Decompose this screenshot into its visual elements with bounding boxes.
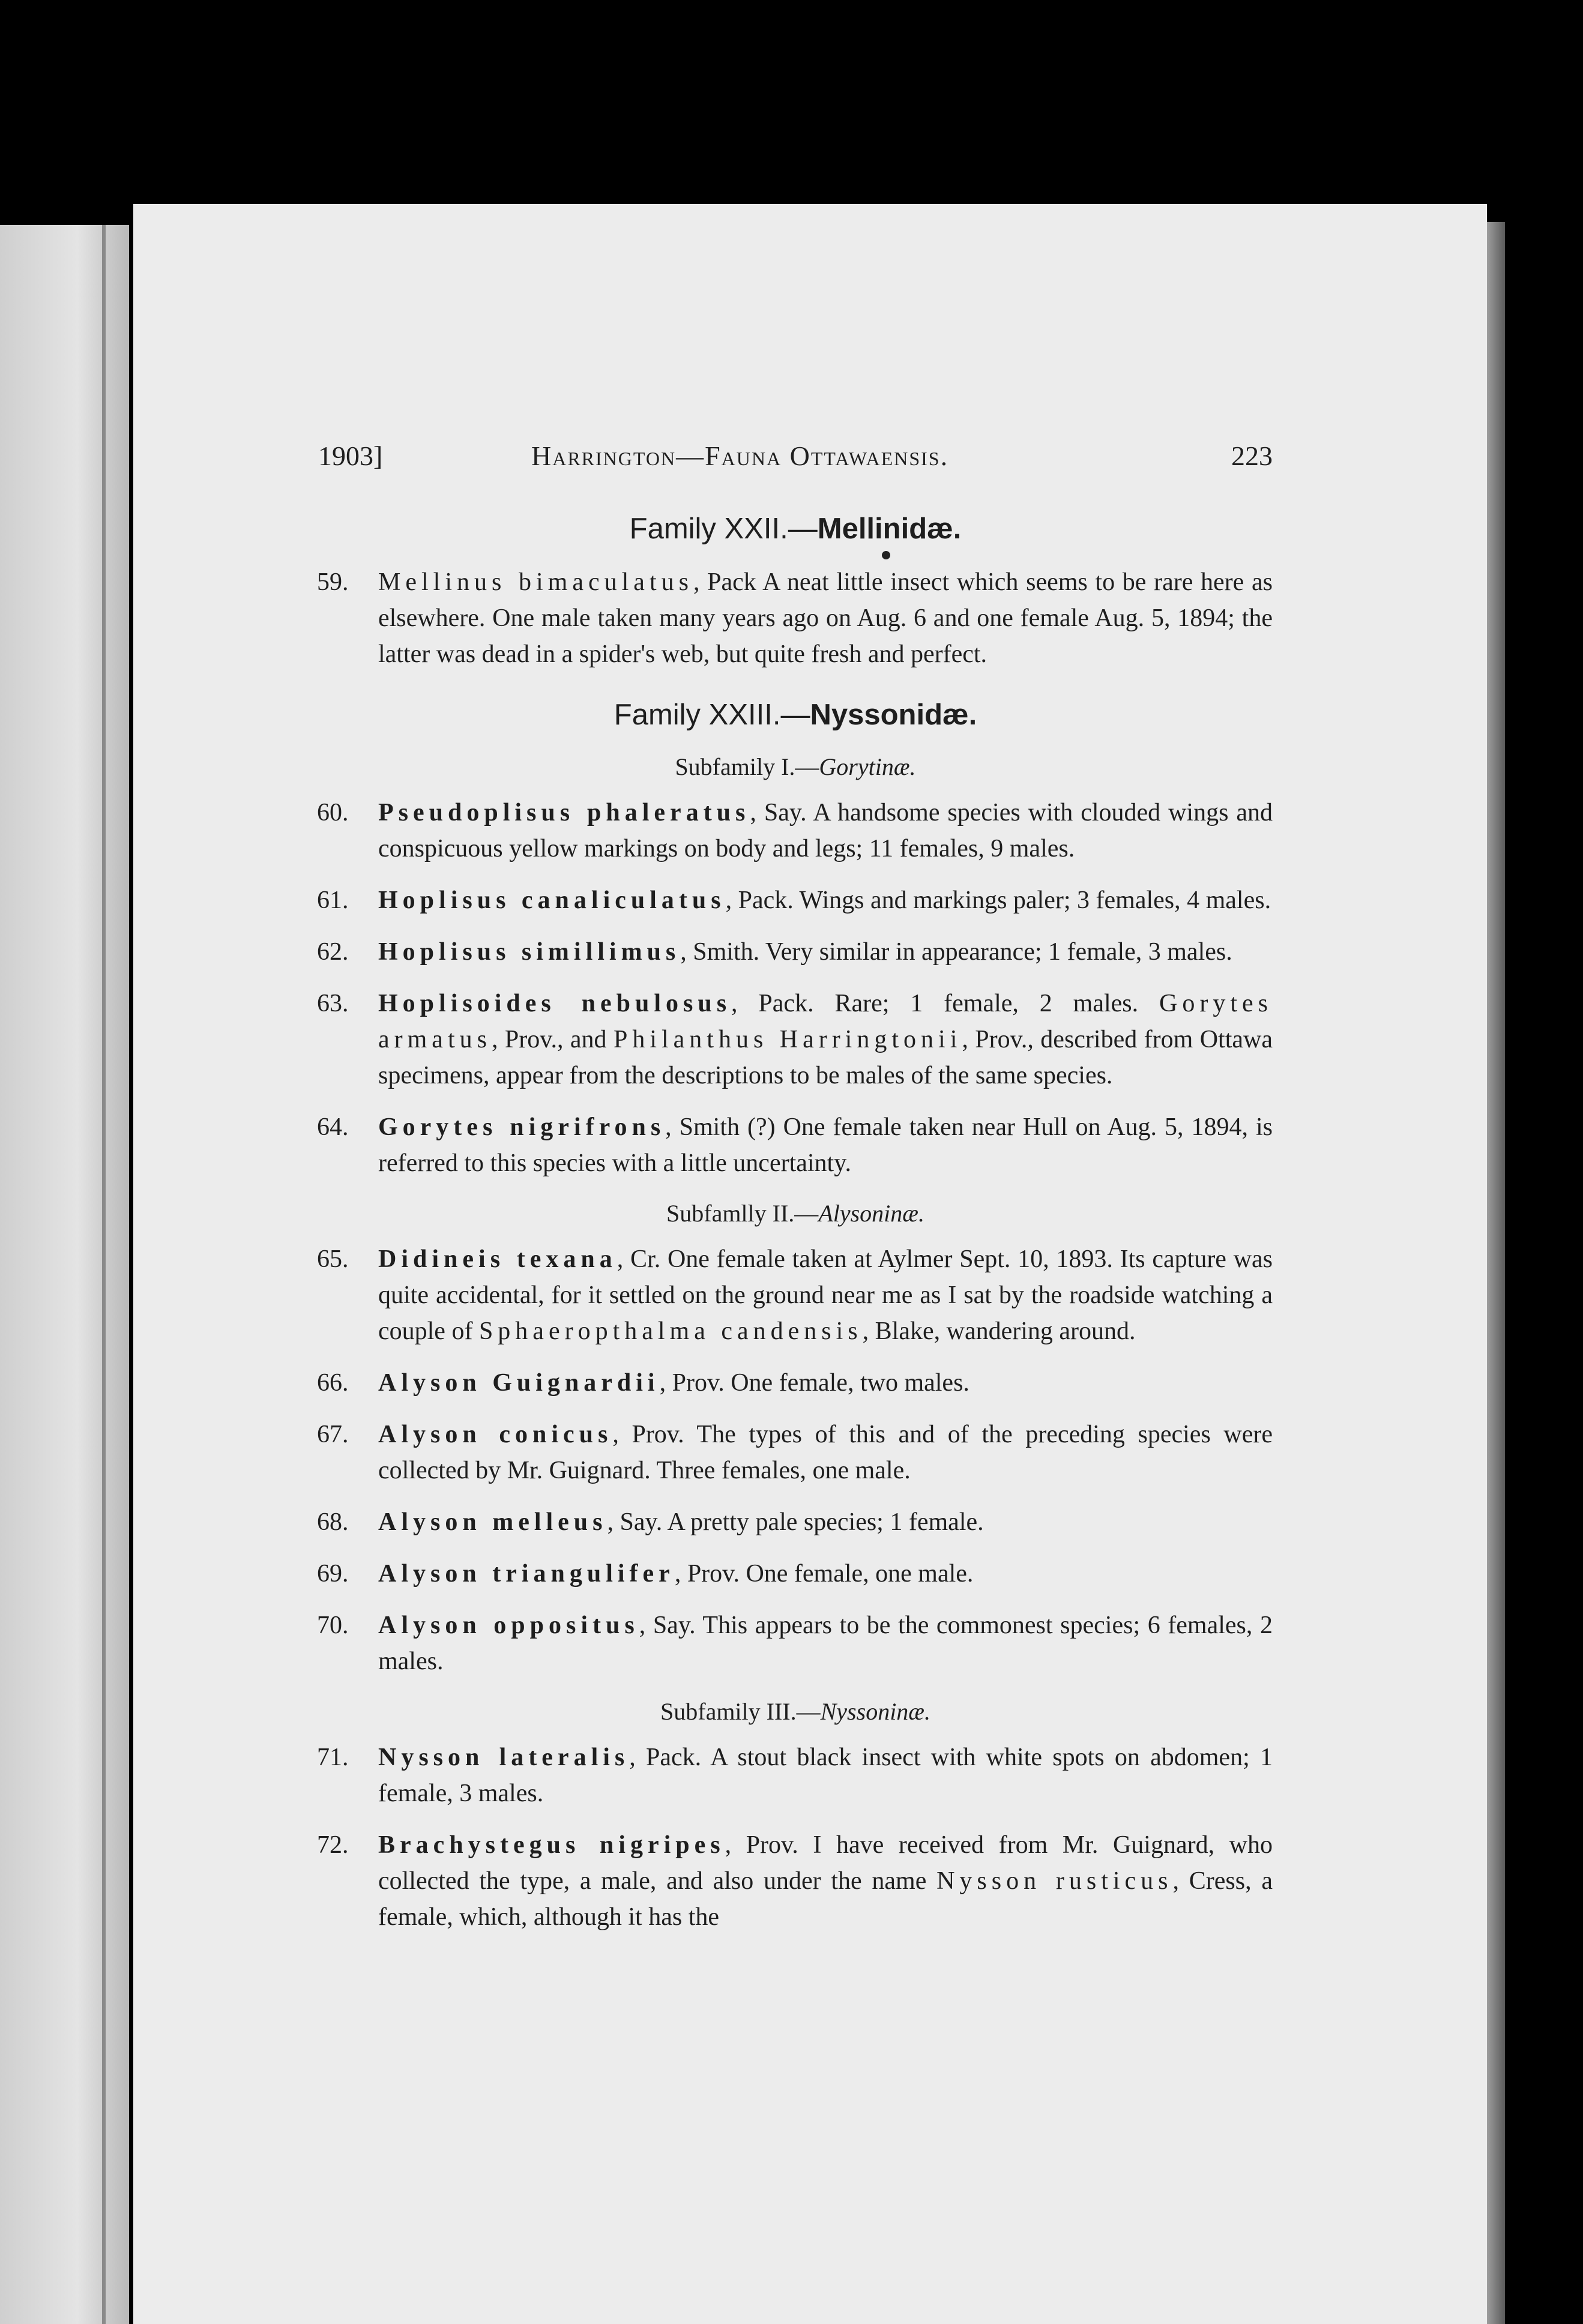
family-prefix: Family XXIII.— [614,699,810,731]
species-entry [318,1365,1273,1401]
species-name: Alyson melleus [378,1508,608,1536]
subfamily-name: Nyssoninæ. [820,1698,930,1725]
entry-text: , Prov. One female, two males. [659,1369,969,1397]
entry-number: 66. [317,1369,349,1397]
species-entry [318,934,1273,970]
species-name: Hoplisoides nebulosus [378,990,732,1017]
synonym-name: Gorytes armatus [378,990,1273,1053]
entry-text: , Prov., and [491,1026,614,1053]
subfamily-heading-alysoninae [318,1197,1273,1230]
entry-number: 72. [317,1831,349,1859]
entry-number: 71. [317,1744,349,1771]
species-name: Brachystegus nigripes [378,1831,725,1859]
entry-text: , Say. This appears to be the commonest species; 6 females, 2 males. [378,1612,1273,1675]
subfamily-heading-nyssoninae [318,1695,1273,1729]
species-entry [318,1504,1273,1540]
species-entry [318,1241,1273,1349]
species-entry [318,1739,1273,1811]
entry-text: , Prov. One female, one male. [674,1560,974,1588]
species-name: Alyson Guignardii [378,1369,660,1397]
entry-text: , Say. A pretty pale species; 1 female. [607,1508,984,1536]
entry-text: , Pack A neat little insect which seems to be rare here as elsewhere. One male taken many years ago on Aug. 6 and one female Aug. 5, 1894; the latter was dead in a spider's web, but quite fresh and perfect. [378,568,1273,668]
entry-number: 62. [317,938,349,966]
species-entry [318,1416,1273,1489]
header-year: 1903] [318,441,383,471]
subfamily-prefix: Subfamlly II.— [666,1200,819,1227]
species-entry [318,1556,1273,1592]
entry-number: 59. [317,568,349,596]
family-heading-mellinidae [318,508,1273,550]
species-entry [318,795,1273,867]
subfamily-prefix: Subfamily III.— [660,1698,821,1725]
subfamily-name: Gorytinæ. [819,753,916,780]
left-page-edge [0,225,129,2324]
left-page-fold [102,225,106,2324]
entry-number: 67. [317,1421,349,1448]
species-entry [318,1607,1273,1679]
entry-text: , Pack. Wings and markings paler; 3 females, 4 males. [725,887,1271,914]
synonym-name: Philanthus Harringtonii [613,1026,962,1053]
species-name: Nysson lateralis [378,1744,630,1771]
page-number: 223 [1231,441,1273,471]
entry-text: , Cress, a female, which, although it has the [378,1867,1273,1931]
entry-text: , Cr. One female taken at Aylmer Sept. 10, 1893. Its capture was quite accidental, for it settled on the ground near me as I sat by the roadside watching a couple of [378,1245,1273,1345]
subfamily-heading-gorytinae [318,750,1273,784]
species-name: Mellinus bimaculatus [378,568,693,596]
species-name: Pseudoplisus phaleratus [378,799,750,826]
right-page-edge [1487,222,1505,2324]
entry-number: 69. [317,1560,349,1588]
entry-text: , Smith. Very similar in appearance; 1 female, 3 males. [680,938,1232,966]
entry-text: , Smith (?) One female taken near Hull on Aug. 5, 1894, is referred to this species with a little uncertainty. [378,1113,1273,1177]
family-prefix: Family XXII.— [629,513,818,545]
species-name: Alyson oppositus [378,1612,639,1639]
species-name: Alyson conicus [378,1421,613,1448]
species-entry [318,986,1273,1094]
entry-number: 65. [317,1245,349,1273]
header-title: Harrington—Fauna Ottawaensis. [531,441,949,471]
species-entry [318,1827,1273,1935]
subfamily-name: Alysoninæ. [818,1200,924,1227]
species-name: Didineis texana [378,1245,617,1273]
species-name: Hoplisus canaliculatus [378,887,726,914]
species-entry [318,1109,1273,1181]
species-entry [318,882,1273,918]
page-content [318,438,1273,1951]
entry-text: , Prov., described from Ottawa specimens, appear from the descriptions to be males of the same species. [378,1026,1273,1089]
synonym-name: Nysson rusticus [936,1867,1173,1895]
species-name: Gorytes nigrifrons [378,1113,666,1141]
entry-number: 63. [317,990,349,1017]
entry-number: 68. [317,1508,349,1536]
running-head [318,438,1273,486]
species-entry [318,564,1273,672]
family-heading-nyssonidae [318,694,1273,736]
species-name: Hoplisus simillimus [378,938,681,966]
entry-text: , Pack. Rare; 1 female, 2 males. [731,990,1139,1017]
entry-number: 60. [317,799,349,826]
family-name: Nyssonidæ. [810,699,977,731]
entry-text: , Blake, wandering around. [862,1317,1136,1345]
entry-number: 64. [317,1113,349,1141]
species-name: Alyson triangulifer [378,1560,675,1588]
entry-text: , Prov. The types of this and of the preceding species were collected by Mr. Guignard. Three females, one male. [378,1421,1273,1484]
family-name: Mellinidæ. [817,513,962,545]
entry-text: , Prov. I have received from Mr. Guignard, who collected the type, a male, and also under the name [378,1831,1273,1895]
entry-number: 70. [317,1612,349,1639]
subfamily-prefix: Subfamily I.— [675,753,819,780]
entry-text: , Pack. A stout black insect with white spots on abdomen; 1 female, 3 males. [378,1744,1273,1807]
entry-text: , Say. A handsome species with clouded wings and conspicuous yellow markings on body and legs; 11 females, 9 males. [378,799,1273,862]
entry-number: 61. [317,887,349,914]
synonym-name: Sphaeropthalma candensis [478,1317,863,1345]
